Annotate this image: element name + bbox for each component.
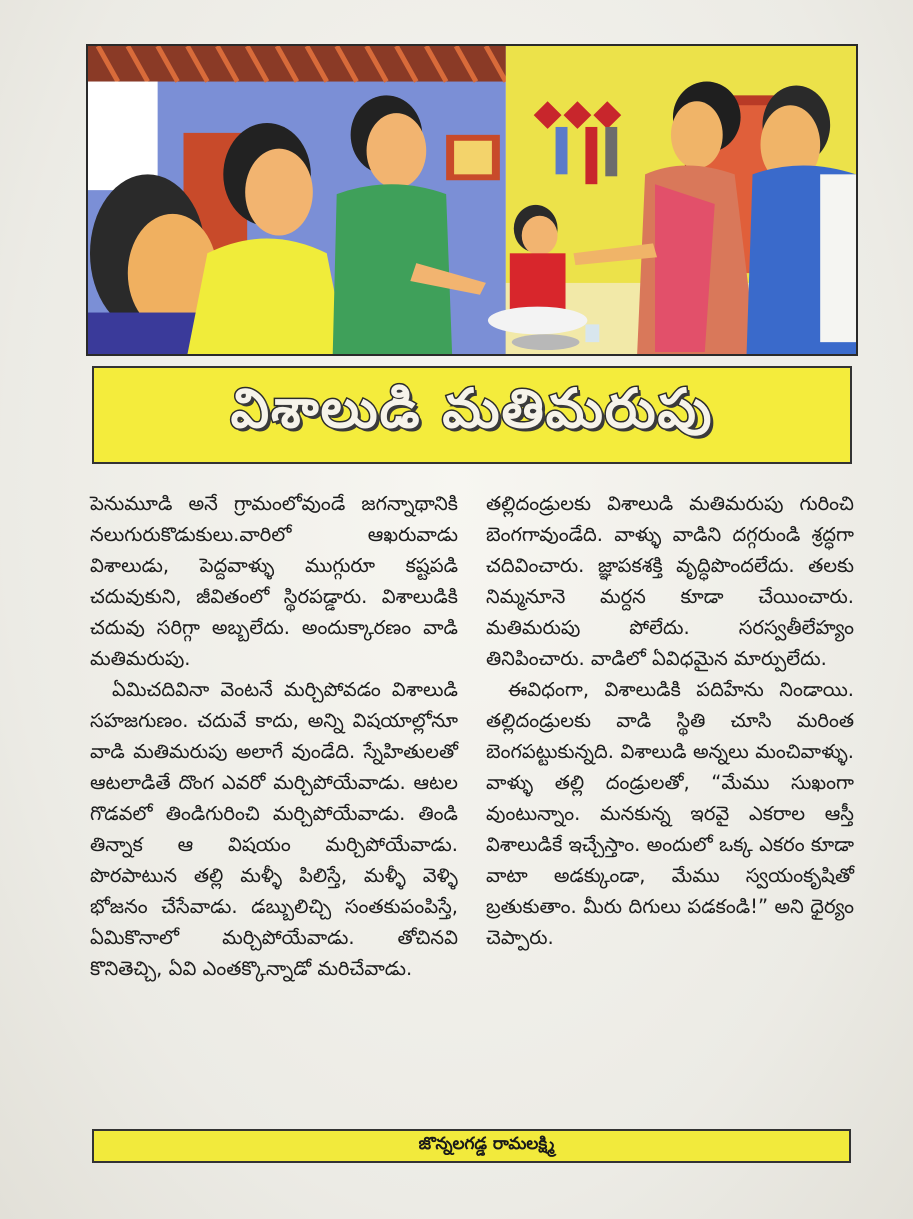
left-column (90, 488, 458, 984)
comic-illustration-icon (88, 46, 856, 354)
story-title: విశాలుడి మతిమరుపు (230, 376, 714, 440)
paragraph: తల్లిదండ్రులకు విశాలుడి మతిమరుపు గురించి బెంగగావుండేది. వాళ్ళు వాడిని దగ్గరుండి శ్రద్ధగా చదివించారు. జ్ఞాపకశక్తి వృద్ధిపొందలేదు. తలకు నిమ్మనూనె మర్దన కూడా చేయించారు. మతిమరుపు పోలేదు. సరస్వతీలేహ్యం తినిపించారు. వాడిలో ఏవిధమైన మార్పులేదు. (486, 492, 854, 670)
paragraph: పెనుమూడి అనే గ్రామంలోవుండే జగన్నాథానికి నలుగురుకొడుకులు.వారిలో ఆఖరువాడు విశాలుడు, పెద్దవాళ్ళు ముగ్గురూ కష్టపడి చదువుకుని, జీవితంలో స్థిరపడ్డారు. విశాలుడికి చదువు సరిగ్గా అబ్బలేదు. అందుక్కారణం వాడి మతిమరుపు. (90, 492, 458, 670)
right-column (486, 488, 854, 953)
paragraph: ఏమిచదివినా వెంటనే మర్చిపోవడం విశాలుడి సహజగుణం. చదువే కాదు, అన్ని విషయాల్లోనూ వాడి మతిమరుపు అలాగే వుండేది. స్నేహితులతో ఆటలాడితే దొంగ ఎవరో మర్చిపోయేవాడు. ఆటల గొడవలో తిండిగురించి మర్చిపోయేవాడు. తిండి తిన్నాక ఆ విషయం మర్చిపోయేవాడు. పొరపాటున తల్లి మళ్ళీ పిలిస్తే, మళ్ళీ వెళ్ళి భోజనం చేసేవాడు. డబ్బులిచ్చి సంతకుపంపిస్తే, ఏమికొనాలో మర్చిపోయేవాడు. తోచినవి కొనితెచ్చి, ఏవి ఎంతక్కొన్నాడో మరిచేవాడు. (90, 678, 458, 980)
byline-banner (92, 1129, 851, 1163)
story-illustration (86, 44, 858, 356)
title-banner (92, 366, 852, 464)
paragraph: ఈవిధంగా, విశాలుడికి పదిహేను నిండాయి. తల్లిదండ్రులకు వాడి స్థితి చూసి మరింత బెంగపట్టుకున్నది. విశాలుడి అన్నలు మంచివాళ్ళు. వాళ్ళు తల్లి దండ్రులతో, “మేము సుఖంగా వుంటున్నాం. మనకున్న ఇరవై ఎకరాల ఆస్తీ విశాలుడికే ఇచ్చేస్తాం. అందులో ఒక్క ఎకరం కూడా వాటా అడక్కుండా, మేము స్వయంకృషితో బ్రతుకుతాం. మీరు దిగులు పడకండి!” అని ధైర్యం చెప్పారు. (486, 678, 854, 949)
author-name: జొన్నలగడ్డ రామలక్ష్మి (418, 1134, 555, 1154)
